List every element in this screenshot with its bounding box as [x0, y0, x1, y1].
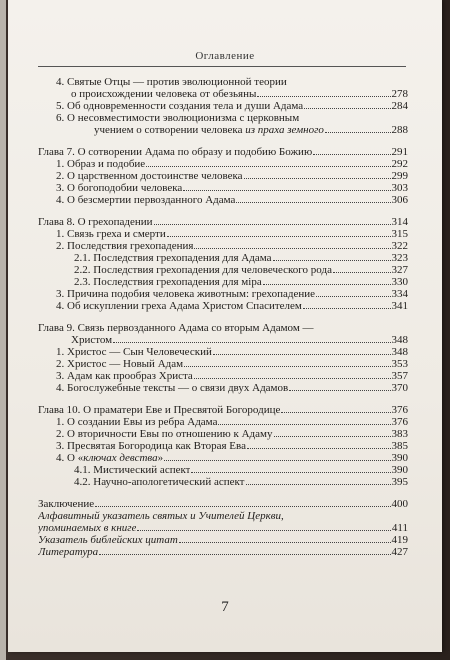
toc-chapter-row [38, 216, 408, 228]
toc-entry-title: 6. О несовместимости эволюционизма с церковным [56, 112, 300, 124]
toc-page-number: 327 [391, 264, 408, 276]
toc-entry-title: 4. О «ключах девства» [56, 452, 164, 464]
toc-chapter-row [38, 322, 408, 334]
toc-page-number: 323 [391, 252, 408, 264]
toc-entry-title: 3. О богоподобии человека [56, 182, 183, 194]
toc-chapter-row [38, 546, 408, 558]
toc-gap [38, 488, 408, 498]
header-rule [38, 66, 406, 67]
toc-page-number: 395 [391, 476, 408, 488]
toc-entry-title: 2. Христос — Новый Адам [56, 358, 184, 370]
toc-leader-dots [183, 190, 390, 191]
toc-entry-row [38, 346, 408, 358]
toc-entry-title: 4. О безсмертии первозданного Адама [56, 194, 236, 206]
toc-entry-title: 2.3. Последствия грехопадения для міра [74, 276, 262, 288]
toc-leader-dots [154, 224, 391, 225]
toc-page-number: 383 [391, 428, 408, 440]
toc-chapter-row [38, 498, 408, 510]
toc-entry-title: 1. Христос — Сын Человеческий [56, 346, 212, 358]
toc-leader-dots [95, 506, 390, 507]
toc-entry-title: Заключение [38, 498, 95, 510]
toc-leader-dots [313, 154, 390, 155]
toc-gap [38, 394, 408, 404]
toc-chapter-row [38, 534, 408, 546]
toc-gap [38, 136, 408, 146]
toc-entry-row [38, 170, 408, 182]
toc-entry-title: 4.1. Мистический аспект [74, 464, 191, 476]
toc-leader-dots [179, 542, 391, 543]
page-number: 7 [221, 599, 229, 615]
toc-entry-row [38, 240, 408, 252]
toc-entry-title: 2. О вторичности Евы по отношению к Адаму [56, 428, 273, 440]
toc-entry-title: Алфавитный указатель святых и Учителей Церкви, [38, 510, 284, 522]
toc-page-number: 303 [391, 182, 408, 194]
toc-entry-row [38, 370, 408, 382]
toc-page-number: 322 [391, 240, 408, 252]
toc-leader-dots [289, 390, 390, 391]
toc-page-number: 288 [391, 124, 408, 136]
toc-page-number: 376 [391, 404, 408, 416]
table-of-contents [38, 76, 408, 558]
toc-leader-dots [167, 236, 391, 237]
toc-entry-row [38, 228, 408, 240]
toc-entry-row [38, 76, 408, 88]
toc-entry-row [38, 300, 408, 312]
toc-leader-dots [191, 472, 390, 473]
toc-entry-title: 2.2. Последствия грехопадения для человеческого рода [74, 264, 332, 276]
toc-leader-dots [273, 260, 391, 261]
toc-page-number: 284 [391, 100, 408, 112]
toc-page-number: 291 [391, 146, 408, 158]
toc-entry-row [38, 464, 408, 476]
toc-leader-dots [304, 108, 390, 109]
toc-chapter-row [38, 146, 408, 158]
toc-leader-dots [257, 96, 390, 97]
toc-entry-title: 4.2. Научно-апологетический аспект [74, 476, 245, 488]
toc-entry-title: упоминаемых в книге [38, 522, 137, 534]
toc-leader-dots [164, 460, 390, 461]
toc-entry-title: Глава 7. О сотворении Адама по образу и подобию Божию [38, 146, 313, 158]
toc-leader-dots [137, 530, 390, 531]
toc-entry-row [38, 452, 408, 464]
toc-leader-dots [274, 436, 391, 437]
toc-page-number: 341 [391, 300, 408, 312]
toc-chapter-row [38, 510, 408, 522]
toc-leader-dots [281, 412, 390, 413]
toc-page-number: 419 [391, 534, 408, 546]
toc-entry-row [38, 88, 408, 100]
toc-entry-row [38, 182, 408, 194]
toc-entry-title: Глава 10. О праматери Еве и Пресвятой Богородице [38, 404, 281, 416]
toc-entry-title: 1. Образ и подобие [56, 158, 146, 170]
toc-entry-row [38, 334, 408, 346]
toc-page-number: 400 [391, 498, 408, 510]
toc-entry-row [38, 382, 408, 394]
toc-entry-row [38, 252, 408, 264]
toc-page-number: 357 [391, 370, 408, 382]
toc-entry-row [38, 288, 408, 300]
toc-entry-row [38, 194, 408, 206]
toc-page-number: 353 [391, 358, 408, 370]
toc-entry-title: 2. Последствия грехопадения [56, 240, 194, 252]
toc-leader-dots [113, 342, 390, 343]
toc-page-number: 314 [391, 216, 408, 228]
toc-leader-dots [333, 272, 391, 273]
toc-page-number: 390 [391, 464, 408, 476]
toc-entry-title: Указатель библейских цитат [38, 534, 178, 546]
toc-entry-row [38, 100, 408, 112]
toc-entry-title: 1. Связь греха и смерти [56, 228, 166, 240]
toc-leader-dots [184, 366, 390, 367]
toc-entry-row [38, 276, 408, 288]
toc-entry-title: о происхождении человека от обезьяны [71, 88, 257, 100]
toc-entry-row [38, 358, 408, 370]
toc-entry-title: Христом [71, 334, 113, 346]
toc-leader-dots [316, 296, 391, 297]
toc-entry-row [38, 440, 408, 452]
toc-page-number: 278 [391, 88, 408, 100]
toc-entry-row [38, 158, 408, 170]
toc-leader-dots [263, 284, 391, 285]
toc-page-number: 299 [391, 170, 408, 182]
toc-page-number: 330 [391, 276, 408, 288]
toc-entry-title: Литература [38, 546, 99, 558]
toc-leader-dots [218, 424, 390, 425]
toc-leader-dots [213, 354, 391, 355]
toc-leader-dots [246, 484, 391, 485]
toc-page-number: 348 [391, 334, 408, 346]
toc-leader-dots [236, 202, 390, 203]
toc-entry-row [38, 428, 408, 440]
toc-page-number: 348 [391, 346, 408, 358]
toc-page-number: 306 [391, 194, 408, 206]
toc-entry-title: 3. Адам как прообраз Христа [56, 370, 193, 382]
toc-entry-title: Глава 9. Связь первозданного Адама со вторым Адамом — [38, 322, 314, 334]
toc-leader-dots [194, 378, 391, 379]
toc-page-number: 292 [391, 158, 408, 170]
toc-leader-dots [325, 132, 391, 133]
toc-entry-title: учением о сотворении человека из праха земного [94, 124, 324, 136]
toc-leader-dots [303, 308, 391, 309]
toc-chapter-row [38, 404, 408, 416]
toc-entry-row [38, 124, 408, 136]
toc-entry-title: 3. Пресвятая Богородица как Вторая Ева [56, 440, 246, 452]
toc-entry-row [38, 112, 408, 124]
toc-entry-title: Глава 8. О грехопадении [38, 216, 153, 228]
book-page [8, 0, 442, 652]
toc-gap [38, 312, 408, 322]
toc-leader-dots [247, 448, 391, 449]
toc-entry-title: 5. Об одновременности создания тела и души Адама [56, 100, 304, 112]
toc-page-number: 427 [391, 546, 408, 558]
page-header: Оглавление [195, 50, 255, 62]
toc-entry-title: 4. Святые Отцы — против эволюционной теории [56, 76, 287, 88]
toc-entry-row [38, 416, 408, 428]
toc-page-number: 385 [391, 440, 408, 452]
toc-page-number: 315 [391, 228, 408, 240]
toc-entry-title: 2.1. Последствия грехопадения для Адама [74, 252, 272, 264]
toc-entry-italic-tail: из праха земного [245, 124, 324, 136]
toc-page-number: 411 [391, 522, 408, 534]
toc-gap [38, 206, 408, 216]
toc-leader-dots [244, 178, 391, 179]
toc-leader-dots [99, 554, 390, 555]
toc-entry-title: 3. Причина подобия человека животным: грехопадение [56, 288, 315, 300]
toc-page-number: 334 [391, 288, 408, 300]
toc-entry-title: 1. О создании Евы из ребра Адама [56, 416, 218, 428]
toc-entry-title: 2. О царственном достоинстве человека [56, 170, 243, 182]
toc-entry-row [38, 476, 408, 488]
toc-entry-row [38, 264, 408, 276]
toc-entry-title: 4. Богослужебные тексты — о связи двух Адамов [56, 382, 289, 394]
toc-chapter-row [38, 522, 408, 534]
toc-page-number: 370 [391, 382, 408, 394]
toc-entry-title: 4. Об искуплении греха Адама Христом Спасителем [56, 300, 302, 312]
toc-page-number: 376 [391, 416, 408, 428]
toc-leader-dots [146, 166, 390, 167]
toc-leader-dots [194, 248, 390, 249]
toc-page-number: 390 [391, 452, 408, 464]
